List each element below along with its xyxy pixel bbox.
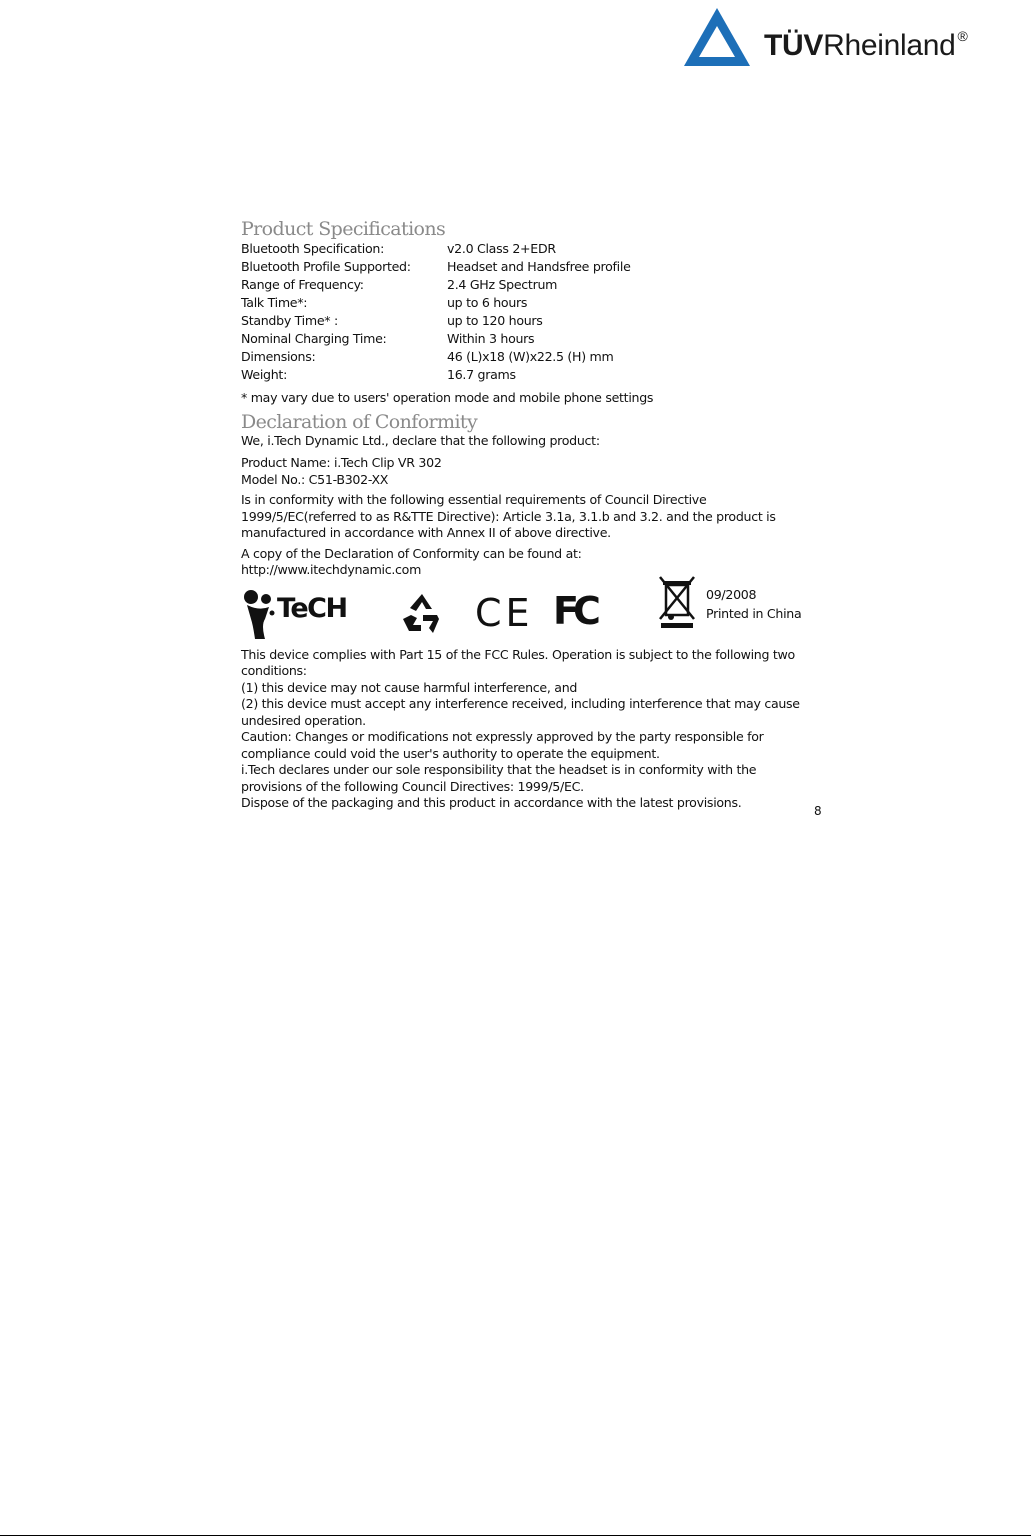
tuv-wordmark-regular: Rheinland [823,29,956,62]
conformity-line-1: Is in conformity with the following essential requirements of Council Directive [241,492,707,507]
fcc-mark: FC [553,588,595,633]
tuv-triangle-icon [682,6,752,68]
declaration-intro: We, i.Tech Dynamic Ltd., declare that the following product: [241,432,600,448]
bottom-rule [0,1535,1031,1536]
spec-value: 2.4 GHz Spectrum [447,277,558,292]
print-date: 09/2008 [706,586,757,602]
declaration-url: http://www.itechdynamic.com [241,562,422,577]
itech-wordmark: TeCH [277,592,347,624]
fcc-line-9: provisions of the following Council Directives: 1999/5/EC. [241,778,584,794]
spec-row [241,330,831,348]
conformity-line-3: manufactured in accordance with Annex II of above directive. [241,525,611,540]
spec-label: Weight: [241,367,288,382]
spec-label: Dimensions: [241,349,316,364]
fcc-line-10: Dispose of the packaging and this product in accordance with the latest provisions. [241,795,742,810]
spec-value: Headset and Handsfree profile [447,259,631,274]
spec-label: Standby Time* : [241,313,338,328]
fcc-line-5: undesired operation. [241,712,366,728]
specs-title: Product Specifications [241,218,446,240]
spec-value: v2.0 Class 2+EDR [447,241,556,256]
itech-figure-icon [241,589,275,641]
spec-label: Nominal Charging Time: [241,331,387,346]
recycle-icon [399,591,445,635]
spec-row [241,258,831,276]
fcc-line-2: conditions: [241,663,307,678]
spec-row [241,366,831,384]
spec-row [241,294,831,312]
print-stamp [706,585,801,623]
leaflet-scan [241,218,831,812]
tuv-wordmark-bold: TÜV [764,29,824,62]
spec-row [241,276,831,294]
spec-row [241,348,831,366]
certification-logos [241,585,831,647]
product-name: Product Name: i.Tech Clip VR 302 [241,455,442,470]
spec-label: Bluetooth Specification: [241,241,385,256]
model-number: Model No.: C51-B302-XX [241,471,389,487]
ce-mark: CE [475,590,534,635]
declaration-copy-line: A copy of the Declaration of Conformity can be found at: [241,545,582,561]
fcc-statement [241,647,831,812]
spec-value: up to 6 hours [447,295,528,310]
spec-value: Within 3 hours [447,331,535,346]
fcc-line-1: This device complies with Part 15 of the FCC Rules. Operation is subject to the following two [241,646,795,662]
spec-row [241,240,831,258]
spec-label: Talk Time*: [241,295,308,310]
fcc-line-8: i.Tech declares under our sole responsibility that the headset is in conformity with the [241,762,757,777]
registered-mark: ® [957,28,968,44]
fcc-line-3: (1) this device may not cause harmful interference, and [241,679,578,695]
fcc-line-6: Caution: Changes or modifications not expressly approved by the party responsible for [241,729,764,744]
page-number: 8 [814,804,822,818]
tuv-wordmark [764,28,968,63]
spec-value: 16.7 grams [447,367,516,382]
crossed-bin-icon [657,575,697,631]
conformity-line-2: 1999/5/EC(referred to as R&TTE Directive): Article 3.1a, 3.1.b and 3.2. and the product is [241,508,776,524]
declaration-title: Declaration of Conformity [241,410,478,433]
spec-label: Range of Frequency: [241,277,364,292]
fcc-line-4: (2) this device must accept any interference received, including interference that may cause [241,696,800,711]
fcc-line-7: compliance could void the user's authority to operate the equipment. [241,745,660,761]
print-origin: Printed in China [706,605,802,621]
tuv-rheinland-logo [682,6,1012,68]
spec-row [241,312,831,330]
specs-table [241,240,831,384]
spec-label: Bluetooth Profile Supported: [241,259,411,274]
specs-footnote: * may vary due to users' operation mode and mobile phone settings [241,390,654,405]
spec-value: up to 120 hours [447,313,543,328]
spec-value: 46 (L)x18 (W)x22.5 (H) mm [447,349,614,364]
